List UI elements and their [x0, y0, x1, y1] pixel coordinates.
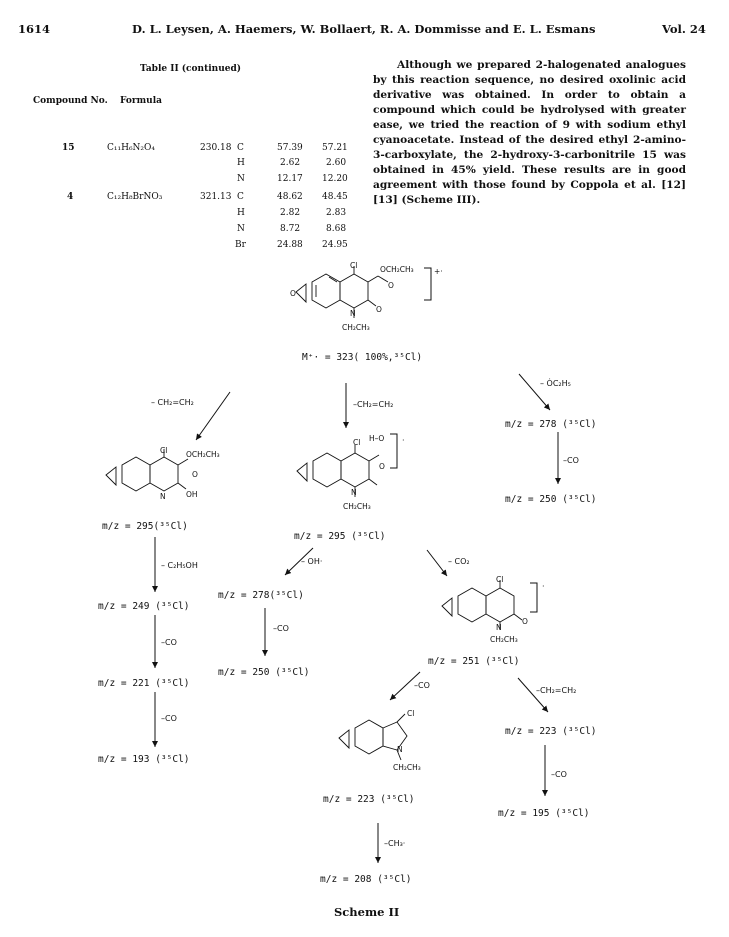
molecule-acid-structure [293, 434, 393, 517]
mz-label: m/z = 195 (³⁵Cl) [498, 808, 590, 819]
atom-label: OCH₂CH₃ [186, 450, 220, 459]
reagent-label: – CO₂ [448, 557, 470, 566]
molecular-weight: 321.13 [200, 192, 232, 202]
reagent-label: – CH₂=CH₂ [151, 398, 194, 407]
atom-label: CH₂CH₃ [342, 323, 370, 332]
element: H [237, 208, 245, 218]
atom-label: N [351, 488, 357, 497]
reagent-label: –CO [161, 638, 177, 647]
table-caption: Table II (continued) [140, 64, 242, 74]
atom-label: Cl [407, 709, 415, 718]
calc-value: 2.82 [280, 208, 301, 218]
atom-label: H–O [369, 434, 385, 443]
atom-label: OH [186, 490, 198, 499]
reagent-label: –CH₃· [384, 839, 406, 848]
calc-value: 24.88 [277, 240, 303, 250]
atom-label: Cl [496, 575, 504, 584]
mz-label: m/z = 295(³⁵Cl) [102, 521, 188, 532]
atom-label: Cl [350, 261, 358, 270]
scheme-caption: Scheme II [334, 905, 400, 919]
mz-label: m/z = 223 (³⁵Cl) [505, 726, 597, 737]
molecule-251-structure [438, 575, 538, 648]
atom-label: O [522, 617, 528, 626]
molecular-weight: 230.18 [200, 143, 232, 153]
molecule-parent-structure [288, 261, 443, 338]
reagent-label: –CH₂=CH₂ [536, 686, 577, 695]
atom-label: N [160, 492, 166, 501]
atom-label: O [388, 281, 394, 290]
calc-value: 57.39 [277, 143, 303, 153]
radical-sign: +· [434, 267, 443, 276]
found-value: 2.60 [326, 158, 347, 168]
calc-value: 2.62 [280, 158, 301, 168]
mz-label: m/z = 250 (³⁵Cl) [218, 667, 310, 678]
found-value: 24.95 [322, 240, 348, 250]
formula: C₁₁H₆N₂O₄ [107, 143, 156, 153]
reagent-label: –CO [161, 714, 177, 723]
mz-label: m/z = 250 (³⁵Cl) [505, 494, 597, 505]
atom-label: CH₂CH₃ [343, 502, 371, 511]
formula: C₁₂H₈BrNO₃ [107, 192, 163, 202]
calc-value: 48.62 [277, 192, 303, 202]
found-value: 12.20 [322, 174, 348, 184]
reagent-label: –CO [273, 624, 289, 633]
found-value: 8.68 [326, 224, 347, 234]
molecule-indole-structure [335, 708, 435, 778]
calc-value: 12.17 [277, 174, 303, 184]
running-header-authors: D. L. Leysen, A. Haemers, W. Bollaert, R. A. Dommisse and E. L. Esmans [132, 22, 596, 36]
compound-number: 4 [67, 192, 74, 202]
calc-value: 8.72 [280, 224, 301, 234]
radical-sign: · [402, 436, 405, 445]
mz-label: m/z = 249 (³⁵Cl) [98, 601, 190, 612]
atom-label: O [192, 470, 198, 479]
arrow [196, 392, 230, 440]
atom-label: N [496, 623, 502, 632]
element: C [237, 143, 244, 153]
reagent-label: –CO [414, 681, 430, 690]
atom-label: CH₂CH₃ [490, 635, 518, 644]
arrow [518, 678, 548, 712]
reagent-label: –CO [551, 770, 567, 779]
atom-label: N [350, 309, 356, 318]
reagent-label: –CH₂=CH₂ [353, 400, 394, 409]
mz-label: m/z = 295 (³⁵Cl) [294, 531, 386, 542]
mz-label: m/z = 278(³⁵Cl) [218, 590, 304, 601]
mz-label: m/z = 223 (³⁵Cl) [323, 794, 415, 805]
mz-label: m/z = 278 (³⁵Cl) [505, 419, 597, 430]
column-header-formula: Formula [120, 96, 162, 106]
mz-label: m/z = 193 (³⁵Cl) [98, 754, 190, 765]
atom-label: O [290, 289, 296, 298]
reagent-label: – C₂H₅OH [161, 561, 198, 570]
element: N [237, 174, 245, 184]
volume-label: Vol. 24 [662, 22, 706, 36]
element: C [237, 192, 244, 202]
reagent-label: –CO [563, 456, 579, 465]
atom-label: CH₂CH₃ [393, 763, 421, 772]
page-number: 1614 [18, 22, 51, 36]
mz-label: m/z = 208 (³⁵Cl) [320, 874, 412, 885]
atom-label: N [397, 745, 403, 754]
mz-label: m/z = 221 (³⁵Cl) [98, 678, 190, 689]
found-value: 48.45 [322, 192, 348, 202]
arrow [427, 550, 447, 576]
reagent-label: – ȮC₂H₅ [540, 379, 571, 388]
molecule-enol-structure [100, 447, 230, 507]
mz-label: m/z = 251 (³⁵Cl) [428, 656, 520, 667]
radical-sign: · [542, 582, 545, 591]
atom-label: Cl [353, 438, 361, 447]
atom-label: O [376, 305, 382, 314]
atom-label: Cl [160, 446, 168, 455]
atom-label: O [379, 462, 385, 471]
reagent-label: – OH· [301, 557, 323, 566]
found-value: 2.83 [326, 208, 347, 218]
atom-label: OCH₂CH₃ [380, 265, 414, 274]
element: Br [235, 240, 246, 250]
compound-number: 15 [62, 143, 75, 153]
element: H [237, 158, 245, 168]
column-header-compound: Compound No. [33, 96, 108, 106]
found-value: 57.21 [322, 143, 348, 153]
element: N [237, 224, 245, 234]
mz-label-molecular-ion: M⁺· = 323( 100%,³⁵Cl) [302, 352, 423, 363]
paragraph-text: Although we prepared 2-halogenated analogues by this reaction sequence, no desired oxolinic acid derivative was obtained. In order to obtain a compound which could be hydrolysed with greater ease, we tried the reaction of 9 with sodium ethyl cyanoacetate. Instead of the desired ethyl 2-amino-3-carboxylate, the 2-hydroxy-3-carbonitrile 15 was obtained in 45% yield. These results are in good agreement with those found by Coppola et al. [12] [13] (Scheme III). [373, 59, 686, 206]
